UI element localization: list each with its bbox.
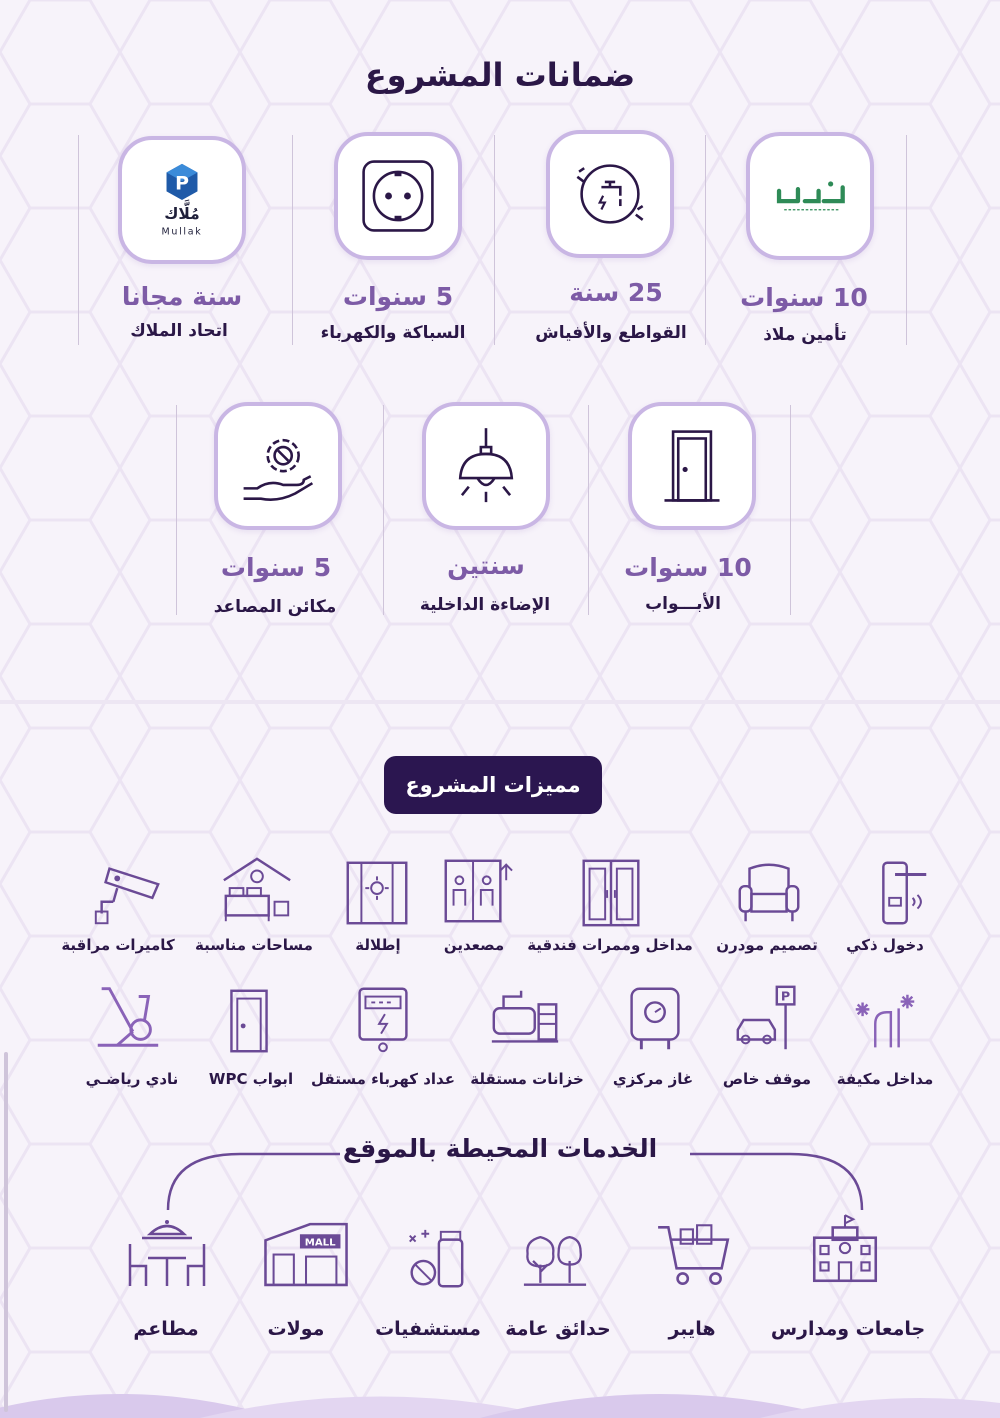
svg-text:MALL: MALL xyxy=(304,1237,336,1249)
water-tank-icon xyxy=(486,984,564,1054)
elevator-icon xyxy=(436,856,514,926)
door-icon xyxy=(649,423,735,509)
guarantee-years: سنتين xyxy=(447,551,525,580)
feature-spaces xyxy=(192,856,322,926)
guarantee-years: 5 سنوات xyxy=(220,553,332,582)
gear-hand-icon xyxy=(235,423,321,509)
feature-label: إطلالة xyxy=(355,936,401,954)
guarantee-years: 25 سنة xyxy=(569,278,663,307)
guarantee-years: 5 سنوات xyxy=(342,282,454,311)
guarantee-label: القواطع والأفياش xyxy=(535,323,687,343)
guarantee-card-doors xyxy=(628,402,756,530)
double-door-icon xyxy=(572,858,650,928)
feature-label: مصعدين xyxy=(443,936,505,954)
divider xyxy=(494,135,495,345)
guarantee-years: سنة مجانا xyxy=(121,282,243,311)
guarantee-card-lighting xyxy=(422,402,550,530)
feature-label: غاز مركزي xyxy=(612,1070,694,1088)
service-label: هايبر xyxy=(668,1318,716,1340)
scrollbar[interactable] xyxy=(4,1052,8,1412)
service-restaurants xyxy=(112,1214,222,1294)
guarantee-label: اتحاد الملاك xyxy=(130,321,228,341)
divider xyxy=(790,405,791,615)
guarantee-card-elevators xyxy=(214,402,342,530)
service-malls xyxy=(250,1214,360,1290)
feature-label: مساحات مناسبة xyxy=(195,936,313,954)
school-icon xyxy=(804,1212,886,1286)
feature-modern-design xyxy=(704,858,834,928)
feature-electric-meter xyxy=(318,984,448,1054)
svg-text:Mullak: Mullak xyxy=(161,226,203,238)
door-icon xyxy=(210,986,288,1056)
divider xyxy=(705,135,706,345)
plug-faucet-icon xyxy=(567,151,653,237)
guarantee-label: الإضاءة الداخلية xyxy=(419,595,551,615)
service-hospitals xyxy=(380,1226,490,1294)
divider xyxy=(176,405,177,615)
features-title-pill: مميزات المشروع xyxy=(384,756,602,814)
feature-label: تصميم مودرن xyxy=(716,936,818,954)
feature-label: مداخل مكيفة xyxy=(836,1070,934,1088)
divider xyxy=(292,135,293,345)
power-socket-icon xyxy=(355,153,441,239)
feature-label: خزانات مستقلة xyxy=(470,1070,584,1088)
divider xyxy=(906,135,907,345)
medicine-icon xyxy=(394,1226,476,1294)
air-conditioning-icon xyxy=(846,988,924,1058)
feature-view xyxy=(312,858,442,928)
feature-label: عداد كهرباء مستقل xyxy=(311,1070,455,1088)
pendant-lamp-icon xyxy=(443,423,529,509)
mall-icon xyxy=(259,1214,351,1290)
guarantee-label: مكائن المصاعد xyxy=(213,597,337,617)
cctv-camera-icon xyxy=(88,858,166,928)
guarantee-years: 10 سنوات xyxy=(740,283,868,312)
svg-text:P: P xyxy=(175,172,189,195)
restaurant-icon xyxy=(121,1214,213,1294)
gas-meter-icon xyxy=(616,984,694,1054)
service-label: مولات xyxy=(267,1318,325,1340)
guarantee-label: السباكة والكهرباء xyxy=(320,323,466,343)
guarantee-label: تأمين ملاذ xyxy=(763,325,847,345)
svg-text:مُلَّاك: مُلَّاك xyxy=(164,204,200,223)
service-label: جامعات ومدارس xyxy=(770,1318,926,1340)
feature-smart-entry xyxy=(832,858,962,928)
shopping-cart-icon xyxy=(654,1218,736,1292)
svg-text:P: P xyxy=(780,988,791,1004)
feature-water-tanks xyxy=(460,984,590,1054)
service-label: حدائق عامة xyxy=(505,1318,611,1340)
feature-wpc-doors xyxy=(184,986,314,1056)
feature-label: موقف خاص xyxy=(722,1070,812,1088)
service-label: مطاعم xyxy=(133,1318,199,1340)
guarantee-card-mullak xyxy=(118,136,246,264)
bedroom-icon xyxy=(218,856,296,926)
guarantee-card-malath xyxy=(746,132,874,260)
feature-private-parking xyxy=(704,984,834,1054)
divider xyxy=(588,405,589,615)
trees-icon xyxy=(514,1228,596,1292)
guarantee-years: 10 سنوات xyxy=(624,553,752,582)
service-hyper xyxy=(640,1218,750,1292)
feature-label: ابواب WPC xyxy=(208,1070,294,1088)
feature-cameras xyxy=(62,858,192,928)
electric-meter-icon xyxy=(344,984,422,1054)
feature-hotel-entrances xyxy=(546,858,676,928)
malath-logo xyxy=(767,153,853,239)
feature-label: نادي رياضـي xyxy=(85,1070,179,1088)
divider xyxy=(78,135,79,345)
services-title: الخدمات المحيطة بالموقع xyxy=(342,1134,658,1163)
service-parks xyxy=(500,1228,610,1292)
guarantee-card-plumbing xyxy=(334,132,462,260)
guarantee-label: الأبـــواب xyxy=(645,594,721,614)
feature-air-conditioned xyxy=(820,988,950,1058)
feature-label: دخول ذكي xyxy=(846,936,924,954)
service-schools xyxy=(790,1212,900,1286)
feature-label: مداخل وممرات فندقية xyxy=(527,936,693,954)
feature-gym xyxy=(62,980,192,1050)
armchair-icon xyxy=(730,858,808,928)
smart-lock-icon xyxy=(858,858,936,928)
service-label: مستشفيات xyxy=(375,1318,481,1340)
mullak-logo xyxy=(139,157,225,243)
services-bracket xyxy=(160,1140,870,1220)
feature-central-gas xyxy=(590,984,720,1054)
window-icon xyxy=(338,858,416,928)
exercise-bike-icon xyxy=(88,980,166,1050)
guarantee-card-breakers xyxy=(546,130,674,258)
divider xyxy=(383,405,384,615)
guarantees-title: ضمانات المشروع xyxy=(364,56,636,94)
parking-icon xyxy=(730,984,808,1054)
feature-label: كاميرات مراقبة xyxy=(61,936,175,954)
